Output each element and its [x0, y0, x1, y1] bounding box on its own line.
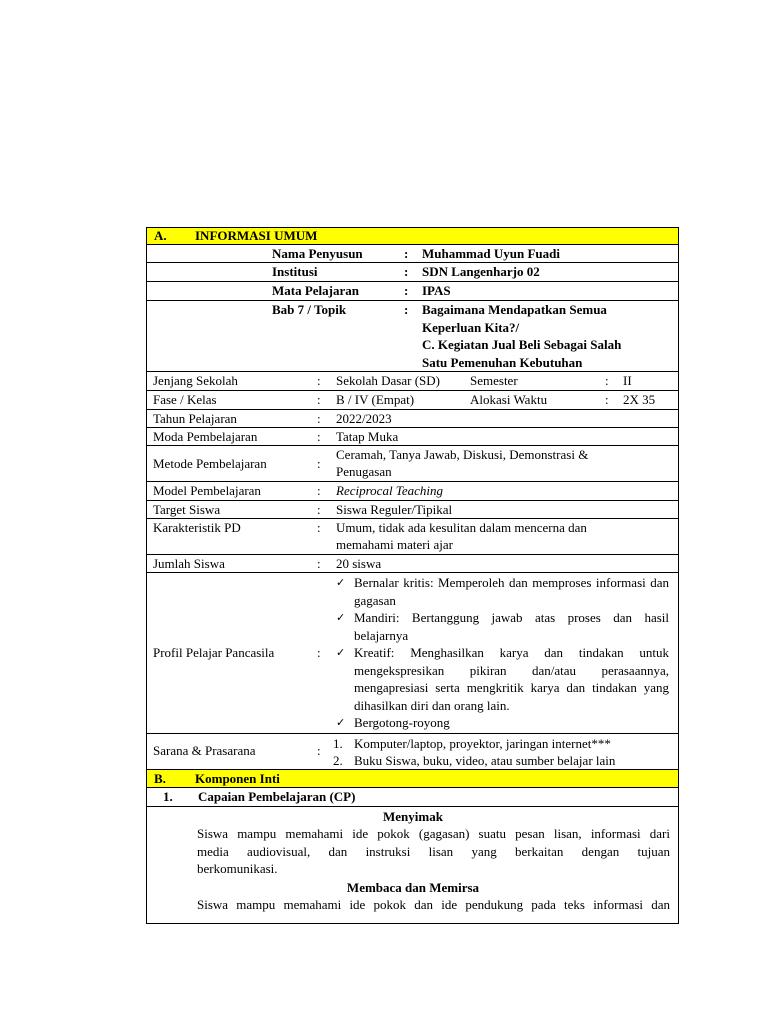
row-fase-kelas [147, 391, 679, 410]
section-title: Komponen Inti [195, 771, 280, 786]
field-value: Ceramah, Tanya Jawab, Diskusi, Demonstrasi & Penugasan [336, 447, 589, 479]
field-colon: : [404, 283, 409, 298]
paragraph-membaca: Siswa mampu memahami ide pokok dan ide pendukung pada teks informasi dan [197, 897, 670, 912]
field-colon: : [317, 392, 321, 407]
field-colon: : [317, 743, 321, 758]
row-metode-pembelajaran [147, 446, 679, 482]
field-value: SDN Langenharjo 02 [422, 264, 540, 279]
field-colon: : [317, 373, 321, 388]
row-profil-pelajar-pancasila [147, 573, 679, 734]
field-label: Bab 7 / Topik [272, 302, 347, 317]
field-label: Target Siswa [153, 502, 221, 517]
field-colon: : [404, 246, 409, 261]
check-icon: ✓ [336, 576, 346, 589]
check-icon: ✓ [336, 646, 346, 659]
field-value-semester: II [623, 373, 632, 388]
subheading-membaca: Membaca dan Memirsa [346, 880, 480, 895]
field-colon: : [605, 373, 609, 388]
row-model-pembelajaran [147, 482, 679, 501]
field-colon: : [317, 520, 321, 535]
field-value: Siswa Reguler/Tipikal [336, 502, 453, 517]
field-label: Fase / Kelas [153, 392, 217, 407]
field-value: Reciprocal Teaching [336, 483, 443, 498]
sarana-list [333, 735, 615, 769]
cp-number: 1. [163, 789, 173, 804]
section-title: INFORMASI UMUM [195, 228, 318, 243]
field-label: Moda Pembelajaran [153, 429, 258, 444]
subheading-menyimak: Menyimak [383, 809, 443, 824]
field-colon: : [404, 264, 409, 279]
check-icon: ✓ [336, 611, 346, 624]
field-colon: : [605, 392, 609, 407]
field-label-alokasi: Alokasi Waktu [470, 392, 548, 407]
list-item: ✓ Bernalar kritis: Memperoleh dan memproses informasi dan gagasan [336, 575, 669, 608]
identity-row-institusi [147, 263, 679, 282]
field-label: Metode Pembelajaran [153, 456, 267, 471]
identity-row-topik [147, 301, 679, 372]
field-colon: : [317, 429, 321, 444]
field-label: Jumlah Siswa [153, 556, 225, 571]
field-label: Sarana & Prasarana [153, 743, 256, 758]
section-number: A. [154, 228, 167, 243]
field-colon: : [317, 502, 321, 517]
list-item: ✓ Kreatif: Menghasilkan karya dan tindakan untuk mengekspresikan pikiran dan/atau perasaannya, mengapresiasi serta mengkritik karya dan tindakan yang dihasilkan diri dan orang lain. [336, 645, 669, 713]
row-tahun-pelajaran [147, 410, 679, 428]
section-number: B. [154, 771, 166, 786]
check-icon: ✓ [336, 716, 346, 729]
field-colon: : [317, 456, 321, 471]
field-colon: : [317, 483, 321, 498]
field-value: Muhammad Uyun Fuadi [422, 246, 560, 261]
field-value: B / IV (Empat) [336, 392, 415, 407]
field-value: IPAS [422, 283, 451, 298]
profil-checklist [336, 574, 669, 732]
identity-row-mapel [147, 282, 679, 301]
cp-title: Capaian Pembelajaran (CP) [198, 789, 356, 804]
field-value: 2022/2023 [336, 411, 392, 426]
field-label: Karakteristik PD [153, 520, 241, 535]
field-colon: : [317, 556, 321, 571]
modul-ajar-table [146, 227, 679, 924]
field-label: Model Pembelajaran [153, 483, 261, 498]
row-karakteristik-pd [147, 519, 679, 555]
field-label: Profil Pelajar Pancasila [153, 645, 275, 660]
row-sarana-prasarana [147, 734, 679, 770]
row-target-siswa [147, 501, 679, 519]
field-value: Tatap Muka [336, 429, 399, 444]
section-a-header [147, 228, 679, 245]
field-value: Sekolah Dasar (SD) [336, 373, 440, 388]
field-label: Mata Pelajaran [272, 283, 360, 298]
field-value-alokasi: 2X 35 [623, 392, 656, 407]
field-colon: : [317, 411, 321, 426]
field-value: 20 siswa [336, 556, 382, 571]
cp-title-row [147, 788, 679, 807]
row-moda-pembelajaran [147, 428, 679, 446]
field-label: Jenjang Sekolah [153, 373, 238, 388]
cp-body-row [147, 807, 679, 924]
list-item: 2. Buku Siswa, buku, video, atau sumber belajar lain [333, 753, 616, 768]
row-jumlah-siswa [147, 555, 679, 573]
field-value: Umum, tidak ada kesulitan dalam mencerna dan memahami materi ajar [336, 520, 587, 552]
field-label: Tahun Pelajaran [153, 411, 237, 426]
list-item: 1. Komputer/laptop, proyektor, jaringan internet*** [333, 736, 611, 751]
list-item: ✓ Mandiri: Bertanggung jawab atas proses dan hasil belajarnya [336, 610, 669, 643]
identity-row-penyusun [147, 245, 679, 263]
row-jenjang-sekolah [147, 372, 679, 391]
paragraph-menyimak: Siswa mampu memahami ide pokok (gagasan) suatu pesan lisan, informasi dari media audiovisual, dan instruksi lisan yang berkaitan dengan tujuan berkomunikasi. [197, 826, 670, 876]
list-item: ✓ Bergotong-royong [336, 715, 450, 730]
field-colon: : [404, 302, 409, 317]
field-value: Bagaimana Mendapatkan Semua Keperluan Kita?/ C. Kegiatan Jual Beli Sebagai Salah Satu Pemenuhan Kebutuhan [422, 302, 622, 370]
field-label: Institusi [272, 264, 318, 279]
field-colon: : [317, 645, 321, 660]
field-label-semester: Semester [470, 373, 518, 388]
field-label: Nama Penyusun [272, 246, 363, 261]
section-b-header [147, 770, 679, 788]
